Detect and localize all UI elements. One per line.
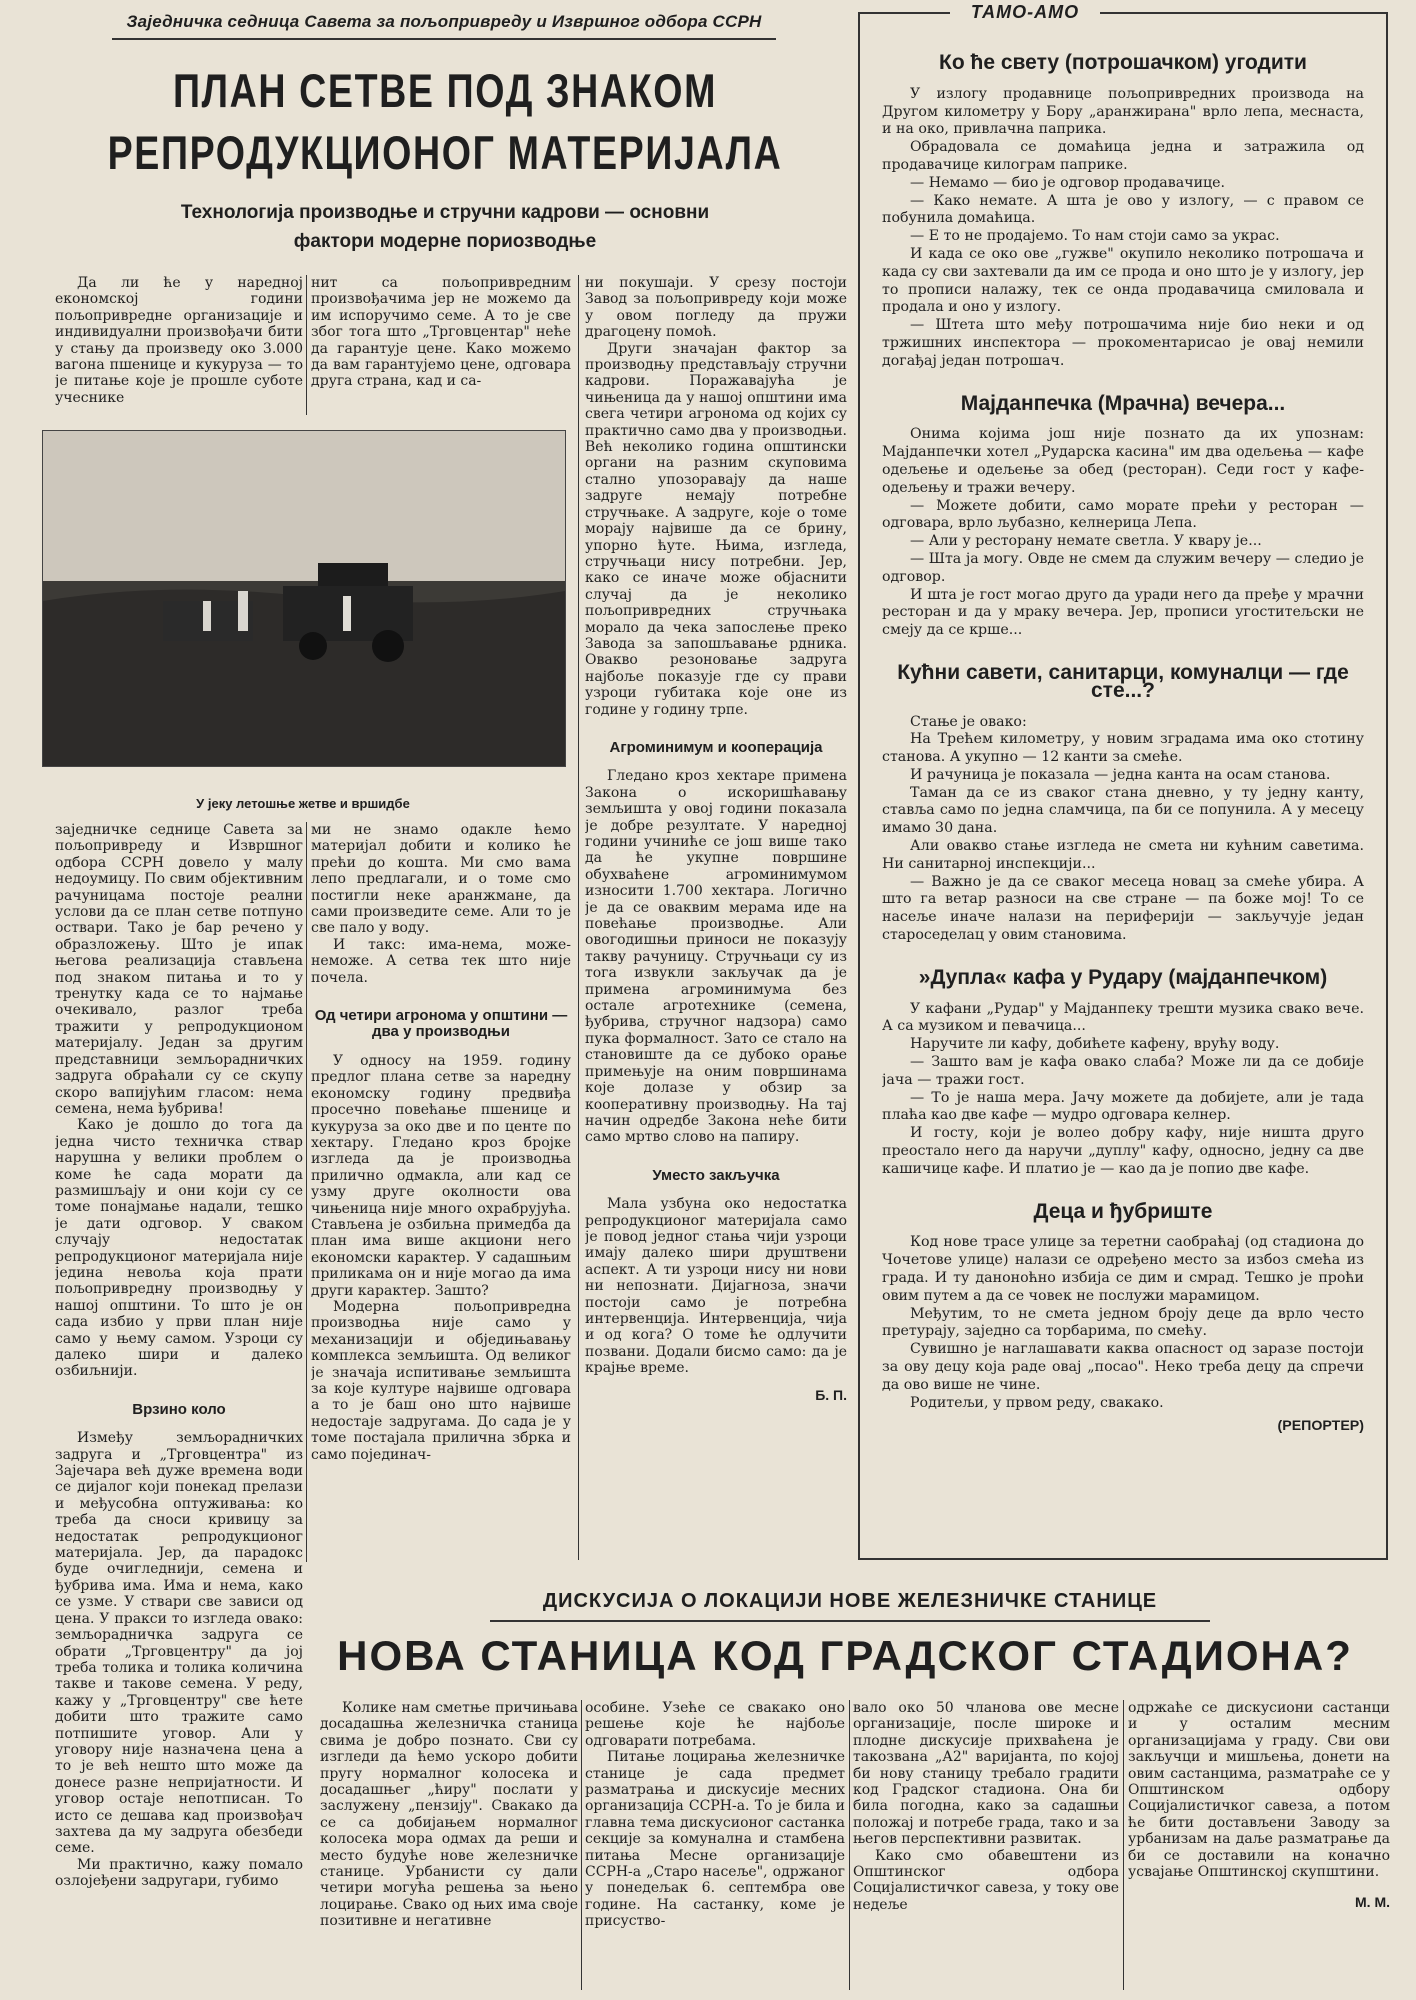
paragraph: — Зашто вам је кафа овако слаба? Може ли да се добије јача — тражи гост.: [882, 1054, 1364, 1088]
paragraph: ми не знамо одакле ћемо материјал добити и колико ће прећи до кошта. Ми смо вама лепо предлагали, и о томе смо постигли неке аранжмане, да сами произведите семе. Али то је све пало у воду.: [311, 822, 571, 937]
column-divider: [306, 275, 307, 415]
main-col1-bottom: [55, 822, 303, 1992]
paragraph: Али овакво стање изгледа не смета ни кућним саветима. Ни санитарној инспекцији...: [882, 838, 1364, 872]
paragraph: Модерна пољопривредна производња није само у механизацији и обједињавању комплекса земљишта. Од великог је значаја испитивање земљишта за које културе највише одговара а то је баш оно што највише недостаје задругама. До сада је у томе постајала прилична збрка и само појединач-: [311, 1298, 571, 1463]
paragraph: На Трећем километру, у новим зградама има око стотину станова. А укупно — 12 канти за смеће.: [882, 731, 1364, 766]
bottom-col1: [320, 1700, 578, 1992]
paragraph: У кафани „Рудар" у Мајданпеку трешти музика свако вече. А са музиком и певачица...: [882, 1000, 1364, 1035]
bottom-kicker-underline: [490, 1620, 1210, 1622]
paragraph: У излогу продавнице пољопривредних производа на Другом километру у Бору „аранжирана" врло лепа, меснаста, и на око, привлачна паприка.: [882, 85, 1364, 138]
paragraph: ни покушаји. У срезу постоји Завод за пољопривреду који може у овом погледу да пружи драгоцену помоћ.: [585, 275, 847, 341]
column-divider: [306, 822, 307, 1562]
paragraph: особине. Узеће се свакако оно решење које ће најбоље одговарати потребама.: [585, 1700, 845, 1749]
subheading-agrominimum: Агроминимум и кооперација: [609, 738, 823, 756]
bottom-signature: М. М.: [1355, 1894, 1390, 1911]
main-col1-top: [55, 275, 303, 417]
paragraph: нит са пољопривредним произвођачима јер не можемо да им испоручимо семе. А то је све због тога што „Трговцентар" неће да гарантује цене. Како можемо да вам гарантујемо цене, одговара друга страна, кад и са-: [311, 275, 571, 390]
paragraph: — Како немате. А шта је ово у излогу, — с правом се побунила домаћица.: [882, 192, 1364, 227]
paragraph: Сувишно је наглашавати каква опасност од заразе постоји за ову децу која раде овај „посао". Неко треба децу да спречи да ово више не чине.: [882, 1341, 1364, 1393]
paragraph: — Важно је да се сваког месеца новац за смеће убира. А што га ветар разноси на све стране — па боже мој! То се насеље иначе налази на периферији — закључује један староседелац у овим становима.: [882, 873, 1364, 944]
paragraph: одржаће се дискусиони састанци и у осталим месним организацијама у граду. Сви ови закључци и мишљења, донети на овим састанцима, разматраће се у Општинском одбору Социјалистичког савеза, а потом ће бити достављени Заводу за урбанизам на даље разматрање да би се доставили на коначно усвајање Општинској скупштини.: [1128, 1700, 1390, 1881]
paragraph: И рачуница је показала — једна канта на осам станова.: [910, 766, 1331, 783]
main-title-line1: ПЛАН СЕТВЕ ПОД ЗНАКОМ: [172, 64, 718, 117]
paragraph: Код нове трасе улице за теретни саобраћај (од стадиона до Чочетове улице) налази се одређено место за избоз смећа из града. И ту даноноћно избија се дим и смрад. Тешко је проћи овим путем а да се човек не послужи марамицом.: [882, 1234, 1364, 1304]
paragraph: — Штета што међу потрошачима није био неки и од тржишних инспектора — прокоментарисао је овај немили догађај један потрошач.: [882, 317, 1364, 369]
paragraph: И такс: има-нема, може-неможе. А сетва тек што није почела.: [311, 936, 571, 986]
column-divider: [581, 1700, 582, 1990]
paragraph: Наручите ли кафу, добићете кафену, врућу воду.: [910, 1036, 1280, 1053]
paragraph: заједничке седнице Савета за пољопривреду и Извршног одбора ССРН довело у малу недоумицу. По свим објективним рачуницама постоје реални услови да се план сетве потпуно оствари. Тако је бар речено у образложењу. Што је ипак његова реализација стављена под знаком питања и то у тренутку када се то најмање очекивало, разлог треба тражити у репродукционом материјалу. Један за другим представници земљорадничких задруга обраћали су се скупу скоро вапијућим гласом: нема семена, нема ђубрива!: [55, 822, 303, 1117]
sidebar-header: ТАМО-АМО: [950, 2, 1100, 23]
paragraph: И шта је гост могао друго да уради него да пређе у мрачни ресторан и да у мраку вечера. Јер, прописи угоститељски не смеју да се крше...: [882, 586, 1364, 639]
paragraph: — Шта ја могу. Овде не смем да служим вечеру — следио је одговор.: [882, 550, 1364, 585]
paragraph: Да ли ће у наредној економској години пољопривредне организације и индивидуални произвођачи бити у стању да произведу око 3.000 вагона пшенице и кукуруза — то је питање које је прошле суботе учесникe: [55, 275, 303, 406]
paragraph: Мала узбуна око недостатка репродукционог материјала само је повод једног стања чији узроци имају далеко шири друштвени аспект. А ти узроци нису ни нови ни непознати. Дијагноза, значи постоји само је потребна интервенција. Интервенција, чија и од кога? О томе ће одлучити позвани. Додали бисмо само: да је крајње време.: [585, 1196, 847, 1377]
main-signature: Б. П.: [815, 1386, 847, 1403]
paragraph: Таман да се из сваког стана дневно, у ту једну канту, ставља само по једна сламчица, па би се попунила. А у месецу имамо 30 дана.: [882, 784, 1364, 837]
sidebar-content: [882, 42, 1364, 1552]
paragraph: — Немамо — био је одговор продавачице.: [910, 174, 1226, 191]
kicker-underline: [112, 38, 776, 40]
subheading-umesto-zakljucka: Уместо закључка: [652, 1166, 780, 1184]
sidebar-item-title: »Дупла« кафа у Рудару (мајданпечком): [918, 965, 1328, 989]
main-kicker: Заједничка седница Савета за пољопривреду и Извршног одбора ССРН: [126, 12, 762, 31]
bottom-col3: [853, 1700, 1119, 1992]
paragraph: Како је дошло до тога да једна чисто техничка ствар нарушна у велики проблем о коме ће сада морати да размишљају и они који су се томе понајмање надали, тешко је дати одговор. У сваком случају недостатак репродукционог материјала није једина невоља која прати пољопривредну производњу у нашој општини. То што је он сада избио у први план није само у њему самом. Узроци су далеко шири и далеко озбиљнији.: [55, 1117, 303, 1380]
main-col2-bottom: [311, 822, 571, 1562]
bottom-kicker: ДИСКУСИЈА О ЛОКАЦИЈИ НОВЕ ЖЕЛЕЗНИЧКЕ СТАНИЦЕ: [542, 1590, 1158, 1612]
subheading-agronomi: Од четири агронома у општини — два у производњи: [314, 1007, 568, 1041]
sidebar-item-title: Ко ће свету (потрошачком) угодити: [939, 51, 1307, 74]
main-col3: [585, 275, 847, 1525]
paragraph: вало око 50 чланова ове месне организације, после широке и плодне дискусије прихваћена је такозвана „А2" варијанта, по којој би нову станицу требало градити код Градског стадиона. Она би била погодна, како за садашњи положај и потребе града, тако и за његов перспективни развитак.: [853, 1700, 1119, 1848]
paragraph: Обрадовала се домаћица једна и затражила од продавачице килограм паприке.: [882, 139, 1364, 173]
paragraph: Други значајан фактор за производњу представљају стручни кадрови. Поражавајућа је чињеница да у нашој општини има свега четири агронома од којих су практично само два у производњи. Већ неколико година општински органи на разним скуповима стално упозоравају да наше задруге немају потребне стручњаке. А задруге, које о томе морају највише да се брину, упорно ћуте. Њима, изгледа, стручњаци нису потребни. Јер, како се иначе може објаснити случај да је неколико пољопривредних стручњака морало да чека запослење преко Завода за запошљавање рдника. Овакво резоновање задруга најбоље показује где су прави узроци губитака које оне из године у годину трпе.: [585, 340, 847, 718]
paragraph: И када се око ове „гужве" окупило неколико потрошача и када су сви захтевали да им се прода и оно што је у излогу, јер то прописи налажу, тек се онда продавачица смиловала и продала и оно у излогу.: [882, 245, 1364, 316]
paragraph: Колике нам сметње причињава досадашња железничка станица свима је добро познато. Сви су изгледи да ћемо ускоро добити пругу нормалног колосека и досадашњег „ћиру" послати у заслужену „пензију". Свакако да се са добијањем нормалног колосека мора одмах да реши и место будуће нове железничке станице. Урбанисти су дали четири могућа решења за њено лоцирање. Свако од њих има своје позитивне и негативне: [320, 1700, 578, 1930]
paragraph: Стање је овако:: [910, 713, 1027, 730]
bottom-col4: [1128, 1700, 1390, 1992]
combine-harvester-icon: [43, 431, 565, 766]
paragraph: Гледано кроз хектаре примена Закона о искоришћавању земљишта у овој години показала је добре резултате. У наредној години учиниће се још више тако да ће укупне површине обухваћене агроминимумом износити 1.700 хектара. Логично је да се оваквим мерама иде на повећање производње. Али овогодишњи приноси не показују такву рачуницу. Стручњаци су из тога извукли закључак да је примена агроминимума без остале агротехнике (семена, ђубрива, стручног надзора) само пука формалност. Зато се стало на становиште да се дубоко орање примењује на оним површинама које долазе у обзир за кооперативну производњу. На тај начин одредбе Закона неће бити само мртво слово на папиру.: [585, 768, 847, 1146]
sidebar-item-title: Деца и ђубриште: [1033, 1199, 1213, 1223]
paragraph: — Али у ресторану немате светла. У кварy је...: [910, 533, 1262, 550]
column-divider: [1123, 1700, 1124, 1990]
column-divider: [578, 275, 579, 1560]
sidebar-item-title: Кућни савети, санитарци, комуналци — где сте...?: [897, 660, 1349, 702]
paragraph: Питање лоцирања железничке станице је сада предмет разматрања и дискусије месних организација ССРН-а. То је била и главна тема дискусионог састанка секције за комунална и стамбена питања Месне организације ССРН-а „Старо насеље", одржаног у понедељак 6. септембра ове године. На састанку, коме је присуство-: [585, 1749, 845, 1930]
subheading-vrzino-kolo: Врзино коло: [132, 1400, 226, 1418]
bottom-title: НОВА СТАНИЦА КОД ГРАДСКОГ СТАДИОНА?: [337, 1632, 1353, 1679]
paragraph: — Можете добити, само морате прећи у ресторан — одговара, врло љубазно, келнерица Лепа.: [882, 497, 1364, 532]
paragraph: У односу на 1959. годину предлог плана сетве за наредну економску годину предвиђа просечно повећање пшенице и кукуруза за око две и по центе по хектару. Гледано кроз бројке изгледа да је производња прилично одмакла, али кад се узму друге околности ова чињеница није много охрабрујућа. Стављена је озбиљна примедба да план има више акциони него економски карактер. У садашњим приликама он и није могао да има други карактер. Зашто?: [311, 1052, 571, 1299]
paragraph: Како смо обавештени из Општинског одбора Социјалистичког савеза, у току ове недеље: [853, 1847, 1119, 1913]
paragraph: Родитељи, у првом реду, свакако.: [910, 1394, 1164, 1411]
paragraph: Ми практично, кажу помало озлојеђени задругари, губимо: [55, 1856, 303, 1890]
main-title-line2: РЕПРОДУКЦИОНОГ МАТЕРИЈАЛА: [107, 126, 783, 179]
photo-caption: У јеку летошње жетве и вршидбе: [196, 796, 410, 811]
harvest-photo: [42, 430, 566, 767]
main-deck-line1: Технологија производње и стручни кадрови — основни: [180, 202, 710, 223]
paragraph: Онима којима још није познато да их упознам: Мајданпечки хотел „Рударска касина" им два одељења — кафе одељење и одељење за обед (ресторан). Седи гост у кафе-одељењу и тражи вечеру.: [882, 426, 1364, 496]
paragraph: — То је наша мера. Јачу можете да добијете, али је тада плаћа као две кафе — мудро одговара келнер.: [882, 1089, 1364, 1124]
paragraph: — Е то не продајемо. То нам стоји само за украс.: [910, 228, 1280, 245]
sidebar-signature: (РЕПОРТЕР): [1277, 1418, 1364, 1435]
column-divider: [849, 1700, 850, 1990]
paragraph: Међутим, то не смета једном броју деце да врло често претурају, заједно са торбарима, по смећу.: [882, 1305, 1364, 1340]
paragraph: Између земљорадничких задруга и „Трговцентра" из Зајечара већ дуже времена води се дијалог који понекад прелази и међусобна оптуживања: ко треба да сноси кривицу за недостатак репродукционог материјала. Јер, да парадокс буде очигледнији, семена и ђубрива има. Има и нема, како се узме. У ствари све зависи од цена. У пракси то изгледа овако: земљорадничка задруга се обрати „Трговцентру" да јој треба толика и толика количина такве и такове семена. У реду, кажу у „Трговцентру" све ћете добити што тражите само потпишите уговор. Али у уговору није назначена цена а то је већ нешто што може да донесе разне непријатности. И уговор остаје непотписан. То исто се дешава кад произвођач захтева да му задруга обезбеди семе.: [55, 1430, 303, 1857]
paragraph: И госту, који је волео добру кафу, није ништа друго преостало него да наручи „дуплу" кафу, односно, једну са две кашичице кафе. И платио је — као да је попио две кафе.: [882, 1125, 1364, 1177]
main-col2-top: [311, 275, 571, 417]
main-deck-line2: фактори модерне пориозводње: [293, 231, 597, 252]
bottom-col2: [585, 1700, 845, 1992]
sidebar-item-title: Мајданпечка (Мрачна) вечера...: [960, 391, 1286, 415]
